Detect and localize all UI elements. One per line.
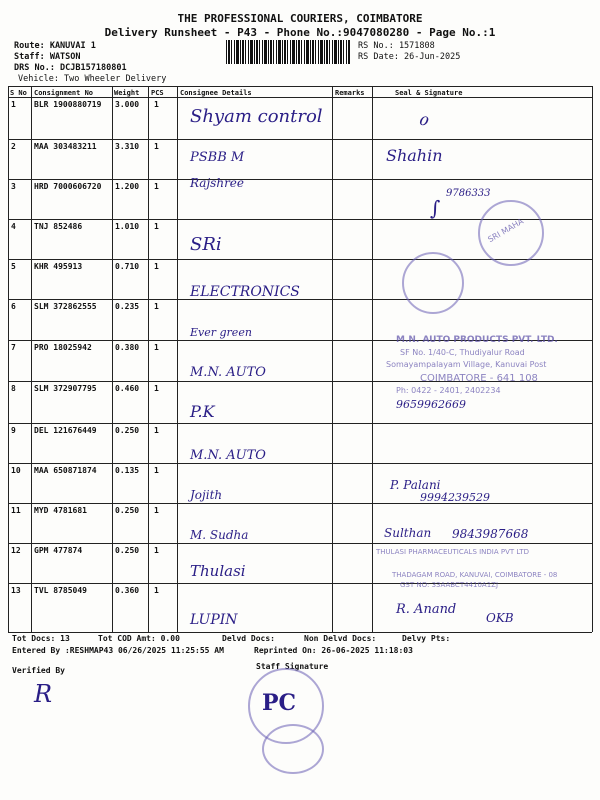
barcode: [226, 40, 350, 64]
phone-10: 9843987668: [452, 527, 529, 541]
cell-sno: 2: [11, 142, 16, 151]
cell-sno: 10: [11, 466, 21, 475]
cell-consignee: P.K: [190, 402, 215, 421]
cell-pcs: 1: [154, 506, 159, 515]
signature-3: ∫: [430, 196, 441, 220]
non-delivered-docs: Non Delvd Docs:: [304, 634, 377, 643]
col-header-seal: Seal & Signature: [395, 89, 463, 97]
signature-9: P. Palani: [390, 478, 441, 492]
phone-3: 9786333: [446, 188, 491, 199]
cell-weight: 0.235: [115, 302, 140, 311]
stamp-thulasi-name: THULASI PHARMACEUTICALS INDIA PVT LTD: [376, 548, 529, 556]
vehicle-label: Vehicle: Two Wheeler Delivery: [18, 74, 167, 84]
cell-pcs: 1: [154, 222, 159, 231]
total-cod-amount: Tot COD Amt: 0.00: [98, 634, 180, 643]
drs-number: DRS No.: DCJB157180801: [14, 63, 127, 73]
stamp-mn-auto-addr2: Somayampalayam Village, Kanuvai Post: [386, 360, 547, 369]
cell-weight: 3.310: [115, 142, 140, 151]
row-divider: [8, 583, 592, 584]
cell-consignee: SRi: [190, 234, 222, 255]
row-divider: [8, 503, 592, 504]
cell-sno: 3: [11, 182, 16, 191]
cell-sno: 12: [11, 546, 21, 555]
stamp-mn-auto-phone: Ph: 0422 - 2401, 2402234: [396, 386, 501, 395]
cell-consignment: GPM 477874: [34, 546, 83, 555]
cell-sno: 9: [11, 426, 16, 435]
staff-round-stamp-2: [262, 724, 324, 774]
reprinted-on: Reprinted On: 26-06-2025 11:18:03: [254, 646, 413, 655]
stamp-mn-auto-city: COIMBATORE - 641 108: [420, 373, 538, 384]
cell-consignee: Rajshree: [190, 176, 245, 190]
col-header-weight: Weight: [114, 89, 140, 97]
delivered-docs: Delvd Docs:: [222, 634, 275, 643]
route-label: Route: KANUVAI 1: [14, 41, 96, 51]
verified-signature: R: [34, 680, 53, 708]
cell-consignee: LUPIN: [190, 612, 238, 628]
company-title: THE PROFESSIONAL COURIERS, COIMBATORE: [177, 12, 423, 25]
cell-pcs: 1: [154, 426, 159, 435]
round-stamp-sri: [478, 200, 544, 266]
cell-consignment: MYD 4781681: [34, 506, 87, 515]
cell-sno: 11: [11, 506, 21, 515]
staff-stamp-mark: PC: [262, 690, 297, 716]
cell-pcs: 1: [154, 343, 159, 352]
stamp-mn-auto-addr1: SF No. 1/40-C, Thudiyalur Road: [400, 348, 525, 357]
cell-sno: 1: [11, 100, 16, 109]
signature-12: R. Anand: [396, 602, 457, 617]
cell-consignee: Ever green: [190, 326, 252, 339]
signature-10: Sulthan: [384, 526, 432, 540]
row-divider: [8, 463, 592, 464]
cell-consignee: Jojith: [190, 488, 223, 502]
stamp-thulasi-addr: THADAGAM ROAD, KANUVAI, COIMBATORE - 08: [392, 571, 558, 579]
col-header-consignee: Consignee Details: [180, 89, 252, 97]
runsheet-subtitle: Delivery Runsheet - P43 - Phone No.:9047080280 - Page No.:1: [104, 26, 496, 39]
row-divider: [8, 179, 592, 180]
cell-weight: 0.250: [115, 546, 140, 555]
cell-consignee: Shyam control: [190, 106, 323, 127]
phone-9: 9994239529: [420, 491, 490, 504]
cell-weight: 0.380: [115, 343, 140, 352]
col-header-consignment: Consignment No: [34, 89, 94, 97]
cell-consignment: MAA 303483211: [34, 142, 97, 151]
col-header-remarks: Remarks: [335, 89, 365, 97]
verified-by-label: Verified By: [12, 666, 65, 675]
cell-pcs: 1: [154, 142, 159, 151]
row-divider: [8, 543, 592, 544]
staff-signature-label: Staff Signature: [256, 662, 329, 671]
cell-consignment: PRO 18025942: [34, 343, 92, 352]
cell-weight: 1.010: [115, 222, 140, 231]
cell-consignment: DEL 121676449: [34, 426, 97, 435]
cell-sno: 4: [11, 222, 16, 231]
cell-weight: 0.135: [115, 466, 140, 475]
cell-consignee: M.N. AUTO: [190, 365, 266, 380]
rs-number: RS No.: 1571808: [358, 41, 435, 51]
cell-pcs: 1: [154, 384, 159, 393]
cell-pcs: 1: [154, 546, 159, 555]
cell-sno: 13: [11, 586, 21, 595]
cell-consignee: ELECTRONICS: [190, 284, 300, 300]
cell-pcs: 1: [154, 302, 159, 311]
cell-pcs: 1: [154, 100, 159, 109]
row-divider: [8, 423, 592, 424]
stamp-mn-auto-name: M.N. AUTO PRODUCTS PVT. LTD.: [396, 335, 558, 345]
phone-8: 9659962669: [396, 398, 466, 411]
rs-date: RS Date: 26-Jun-2025: [358, 52, 461, 62]
cell-consignment: KHR 495913: [34, 262, 83, 271]
cell-consignment: HRD 7000606720: [34, 182, 102, 191]
cell-pcs: 1: [154, 586, 159, 595]
cell-weight: 1.200: [115, 182, 140, 191]
cell-pcs: 1: [154, 466, 159, 475]
cell-consignee: M.N. AUTO: [190, 448, 266, 463]
signature-1: ℴ: [418, 106, 429, 131]
cell-sno: 7: [11, 343, 16, 352]
cell-consignment: BLR 1900880719: [34, 100, 102, 109]
row-divider: [8, 139, 592, 140]
cell-sno: 5: [11, 262, 16, 271]
cell-pcs: 1: [154, 262, 159, 271]
staff-label: Staff: WATSON: [14, 52, 81, 62]
cell-weight: 3.000: [115, 100, 140, 109]
cell-weight: 0.460: [115, 384, 140, 393]
cell-weight: 0.250: [115, 426, 140, 435]
cell-consignee: M. Sudha: [190, 528, 249, 542]
total-docs: Tot Docs: 13: [12, 634, 70, 643]
delivery-points: Delvy Pts:: [402, 634, 451, 643]
cell-consignee: Thulasi: [190, 562, 246, 580]
cell-consignment: SLM 372907795: [34, 384, 97, 393]
cell-weight: 0.250: [115, 506, 140, 515]
cell-consignee: PSBB M: [190, 150, 245, 165]
signature-12b: OKB: [486, 611, 514, 625]
stamp-thulasi-gst: GST NO: 33AABCT4410A1ZJ: [400, 581, 499, 589]
cell-consignment: TVL 8785049: [34, 586, 87, 595]
row-divider: [8, 299, 592, 300]
cell-weight: 0.710: [115, 262, 140, 271]
col-header-sno: S No: [10, 89, 27, 97]
cell-pcs: 1: [154, 182, 159, 191]
entered-by: Entered By :RESHMAP43 06/26/2025 11:25:55 AM: [12, 646, 224, 655]
round-stamp-sri-text: SRI MAHA: [486, 216, 526, 245]
cell-consignment: SLM 372862555: [34, 302, 97, 311]
cell-consignment: TNJ 852486: [34, 222, 83, 231]
cell-weight: 0.360: [115, 586, 140, 595]
cell-consignment: MAA 650871874: [34, 466, 97, 475]
col-header-pcs: PCS: [151, 89, 164, 97]
cell-sno: 6: [11, 302, 16, 311]
round-stamp-kanuvai: [402, 252, 464, 314]
signature-2: Shahin: [386, 146, 443, 165]
cell-sno: 8: [11, 384, 16, 393]
